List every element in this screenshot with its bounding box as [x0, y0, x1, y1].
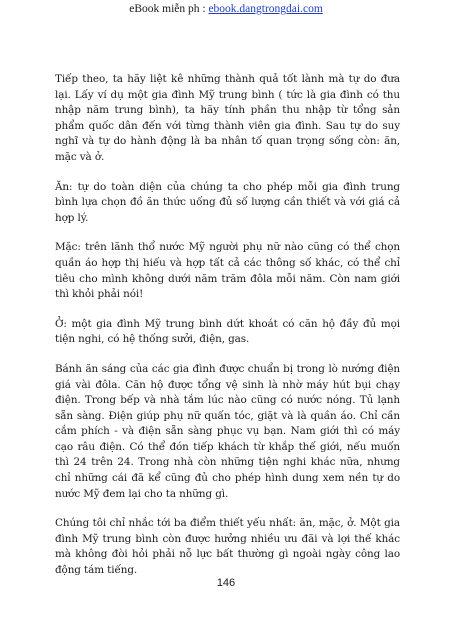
paragraph: Tiếp theo, ta hãy liệt kê những thành quả tốt lành mà tự do đưa lại. Lấy ví dụ một gia đình Mỹ trung bình ( tức là gia đình có thu nhập năm trung bình), ta hãy tính phần thu nhập từ tổng sản phẩm quốc dân đến với từng thành viên gia đình. Sau tự do suy nghĩ và tự do hành động là ba nhân tố quan trọng sống còn: ăn, mặc và ở.	[55, 73, 400, 163]
paragraph: Bánh ăn sáng của các gia đình được chuẩn bị trong lò nướng điện giá vài đôla. Căn hộ được tổng vệ sinh là nhờ máy hút bụi chạy điện. Trong bếp và nhà tắm lúc nào cũng có nước nóng. Tủ lạnh sẵn sàng. Điện giúp phụ nữ quấn tóc, giặt và là quần áo. Chỉ cần cắm phích - và điện sẵn sàng phục vụ bạn. Nam giới thì có máy cạo râu điện. Có thể đón tiếp khách từ khắp thế giới, nếu muốn thì 24 trên 24. Trong nhà còn những tiện nghi khác nữa, nhưng chỉ những cái đã kể cũng đủ cho phép hình dung xem nền tự do nước Mỹ đem lại cho ta những gì.	[55, 362, 400, 500]
header-link[interactable]: ebook.dangtrongdai.com	[208, 3, 323, 15]
paragraph: Ăn: tự do toàn diện của chúng ta cho phép mỗi gia đình trung bình lựa chọn đồ ăn thức uống đủ số lượng cần thiết và với giá cả hợp lý.	[55, 180, 400, 224]
paragraph: Chúng tôi chỉ nhắc tới ba điểm thiết yếu nhất: ăn, mặc, ở. Một gia đình Mỹ trung bình còn được hưởng nhiều ưu đãi và lợi thế khác mà không đòi hỏi phải nỗ lực bất thường gì ngoài ngày công lao động tám tiếng.	[55, 517, 400, 577]
page-header	[0, 0, 452, 18]
paragraph: Ở: một gia đình Mỹ trung bình dứt khoát có căn hộ đầy đủ mọi tiện nghi, có hệ thống sưởi, điện, gas.	[55, 317, 400, 346]
page-number: 146	[216, 577, 236, 589]
page-body	[55, 72, 400, 593]
paragraph: Mặc: trên lãnh thổ nước Mỹ người phụ nữ nào cũng có thể chọn quần áo hợp thị hiếu và hợp tất cả các thông số khác, có thể chỉ tiêu cho mình không dưới năm trăm đôla mỗi năm. Còn nam giới thì khỏi phải nói!	[55, 241, 400, 301]
header-prefix: eBook miễn ph :	[129, 3, 209, 15]
